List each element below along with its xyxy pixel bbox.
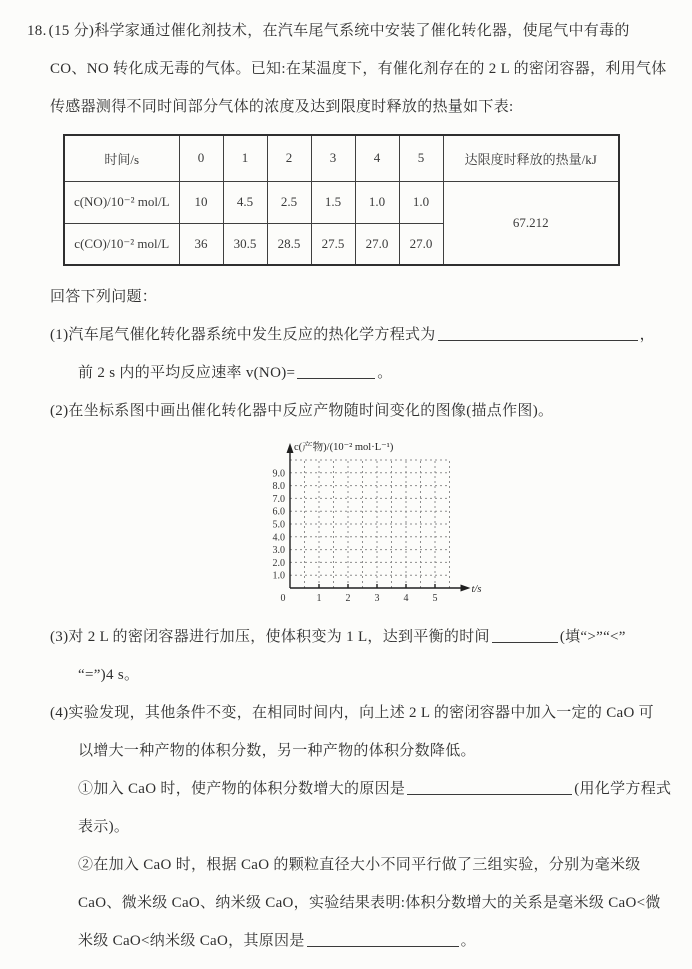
co-value-5: 27.0 — [399, 223, 443, 265]
question-intro-line-2: CO、NO 转化成无毒的气体。已知:在某温度下，有催化剂存在的 2 L 的密闭容器，利用气体 — [50, 61, 667, 77]
question-1-line-2 — [0, 354, 692, 392]
table-header-time: 时间/s — [64, 135, 179, 181]
question-4-sub1-line-1 — [0, 770, 692, 808]
svg-text:4: 4 — [403, 593, 409, 604]
svg-text:9.0: 9.0 — [272, 468, 285, 480]
svg-text:8.0: 8.0 — [272, 481, 285, 493]
svg-text:4.0: 4.0 — [272, 532, 285, 544]
question-4-line-1: (4)实验发现，其他条件不变，在相同时间内，向上述 2 L 的密闭容器中加入一定的 CaO 可 — [50, 705, 654, 721]
co-value-3: 27.5 — [311, 223, 355, 265]
table-header-row — [64, 135, 619, 181]
answer-blank-rate — [297, 364, 375, 379]
no-value-3: 1.5 — [311, 181, 355, 223]
question-3-line-1 — [0, 618, 692, 656]
plot-grid-svg — [246, 434, 496, 616]
svg-text:2.0: 2.0 — [272, 557, 285, 569]
q1-rate-text: 前 2 s 内的平均反应速率 v(NO)= — [78, 365, 296, 381]
table-header-t1: 1 — [223, 135, 267, 181]
answer-blank-q1 — [438, 326, 638, 341]
question-intro-line-1 — [0, 12, 692, 50]
no-value-2: 2.5 — [267, 181, 311, 223]
no-value-4: 1.0 — [355, 181, 399, 223]
table-header-t5: 5 — [399, 135, 443, 181]
co-value-2: 28.5 — [267, 223, 311, 265]
co-value-4: 27.0 — [355, 223, 399, 265]
table-header-heat: 达限度时释放的热量/kJ — [443, 135, 619, 181]
row-label-no: c(NO)/10⁻² mol/L — [64, 181, 179, 223]
intro-text-1: (15 分)科学家通过催化剂技术，在汽车尾气系统中安装了催化转化器，使尾气中有毒的 — [48, 23, 630, 39]
question-intro-line-3: 传感器测得不同时间部分气体的浓度及达到限度时释放的热量如下表: — [50, 99, 514, 115]
answer-prompt: 回答下列问题： — [50, 289, 158, 305]
q4-sub2-text-after: 。 — [460, 933, 476, 949]
svg-text:5.0: 5.0 — [272, 519, 285, 531]
svg-text:t/s: t/s — [471, 584, 482, 595]
svg-text:0: 0 — [280, 593, 286, 604]
q1-text-after: ， — [639, 327, 655, 343]
no-value-0: 10 — [179, 181, 223, 223]
q4-sub1-text-after: (用化学方程式 — [574, 781, 672, 797]
question-4-line-2: 以增大一种产物的体积分数，另一种产物的体积分数降低。 — [78, 743, 476, 759]
table-header-t2: 2 — [267, 135, 311, 181]
svg-text:1.0: 1.0 — [272, 570, 285, 582]
question-4-sub1-line-2: 表示)。 — [78, 819, 130, 835]
svg-text:5: 5 — [432, 593, 438, 604]
table-header-t3: 3 — [311, 135, 355, 181]
svg-text:7.0: 7.0 — [272, 493, 285, 505]
q4-sub1-text: ①加入 CaO 时，使产物的体积分数增大的原因是 — [78, 781, 406, 797]
row-label-co: c(CO)/10⁻² mol/L — [64, 223, 179, 265]
svg-text:6.0: 6.0 — [272, 506, 285, 518]
svg-text:c(产物)/(10⁻² mol·L⁻¹): c(产物)/(10⁻² mol·L⁻¹) — [294, 442, 394, 453]
svg-text:2: 2 — [345, 593, 351, 604]
table-row-no — [64, 181, 619, 223]
q1-text: (1)汽车尾气催化转化器系统中发生反应的热化学方程式为 — [50, 327, 436, 343]
question-4-sub2-line-3 — [0, 922, 692, 960]
heat-value: 67.212 — [443, 181, 619, 265]
q3-text: (3)对 2 L 的密闭容器进行加压，使体积变为 1 L，达到平衡的时间 — [50, 629, 490, 645]
question-number: 18. — [27, 23, 47, 39]
question-3-line-2: “=”)4 s。 — [78, 667, 140, 683]
answer-blank-sub2 — [307, 932, 459, 947]
table-header-t4: 4 — [355, 135, 399, 181]
no-value-1: 4.5 — [223, 181, 267, 223]
q1-rate-text-after: 。 — [377, 365, 393, 381]
question-1-line-1 — [0, 316, 692, 354]
answer-blank-q3 — [492, 628, 558, 643]
concentration-data-table — [63, 134, 620, 266]
q4-sub2-text: 米级 CaO<纳米级 CaO，其原因是 — [78, 933, 305, 949]
question-2-line: (2)在坐标系图中画出催化转化器中反应产物随时间变化的图像(描点作图)。 — [50, 403, 554, 419]
svg-text:3.0: 3.0 — [272, 545, 285, 557]
svg-text:3: 3 — [374, 593, 380, 604]
question-4-sub2-line-2: CaO、微米级 CaO、纳米级 CaO，实验结果表明:体积分数增大的关系是毫米级 CaO<微 — [78, 895, 661, 911]
answer-plot-grid — [246, 434, 692, 616]
co-value-0: 36 — [179, 223, 223, 265]
q3-text-after: (填“>”“<” — [559, 629, 626, 645]
co-value-1: 30.5 — [223, 223, 267, 265]
answer-blank-sub1 — [407, 780, 572, 795]
no-value-5: 1.0 — [399, 181, 443, 223]
table-header-t0: 0 — [179, 135, 223, 181]
question-4-sub2-line-1: ②在加入 CaO 时，根据 CaO 的颗粒直径大小不同平行做了三组实验，分别为毫米级 — [78, 857, 641, 873]
svg-text:1: 1 — [316, 593, 322, 604]
